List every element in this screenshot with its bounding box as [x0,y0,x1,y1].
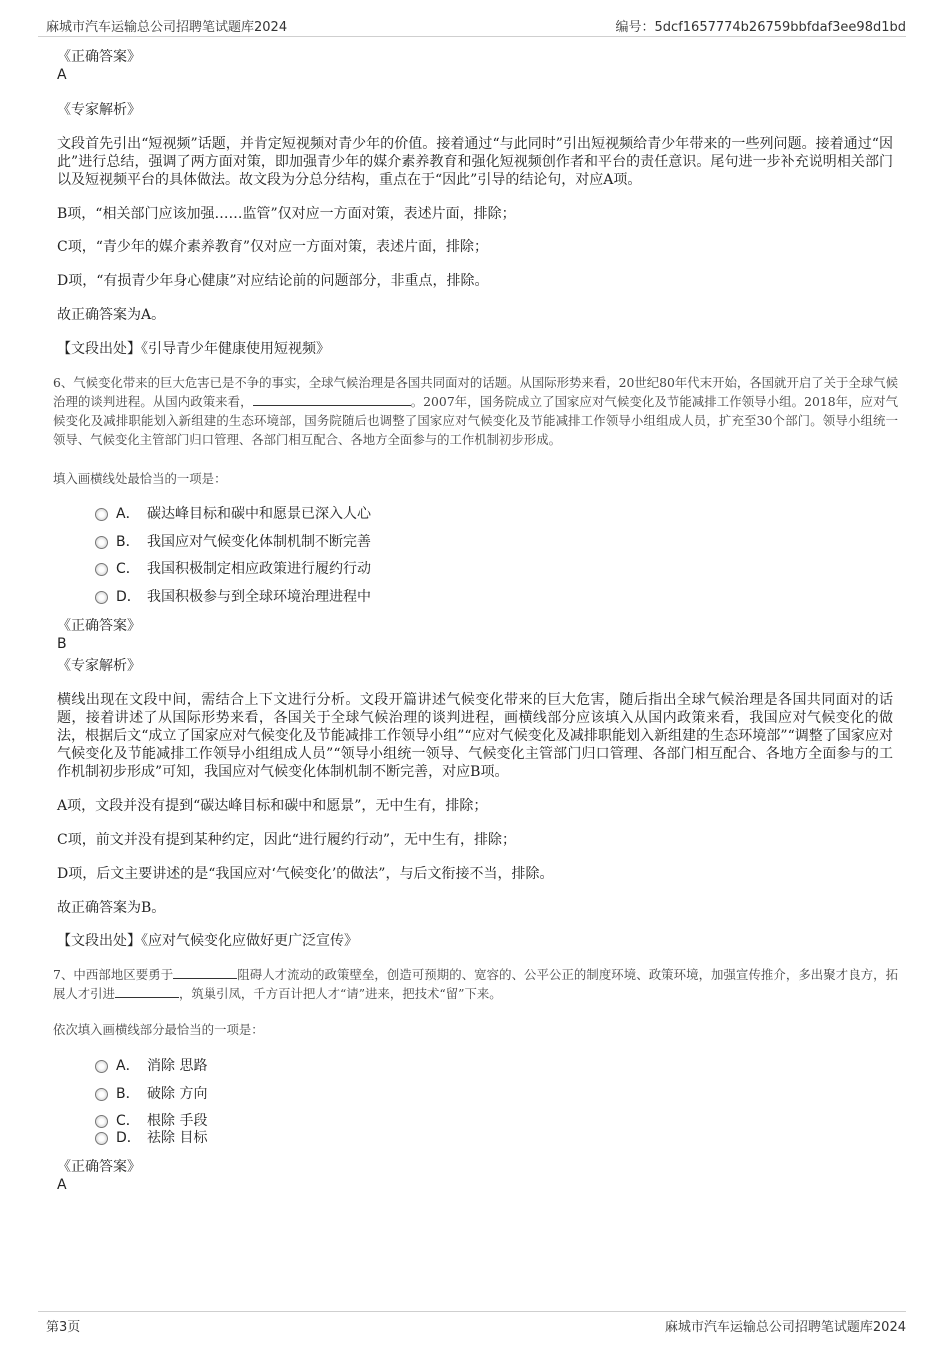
option-letter: B． [116,1086,140,1102]
option-letter: A． [116,506,140,522]
radio-icon[interactable] [95,1115,108,1128]
option-text: 破除 方向 [147,1086,208,1102]
q5-option-c-analysis: C项，“青少年的媒介素养教育”仅对应一方面对策，表述片面，排除； [57,239,489,255]
option-text: 我国应对气候变化体制机制不断完善 [147,534,371,550]
radio-icon[interactable] [95,508,108,521]
option-letter: A． [116,1058,140,1074]
q7-option-a[interactable] [95,1057,207,1075]
option-text: 根除 手段 [147,1113,208,1129]
q7-text-part1: 7、中西部地区要勇于 [53,967,174,982]
q5-conclusion: 故正确答案为A。 [57,307,166,323]
q6-answer-label: 《正确答案》 [57,618,141,634]
option-text: 碳达峰目标和碳中和愿景已深入人心 [147,506,371,522]
q7-blank-2 [115,985,179,998]
option-letter: D． [116,1130,141,1146]
page-header [38,14,906,37]
q6-answer: B [57,636,67,652]
page-number: 第3页 [46,1320,81,1335]
option-letter: C． [116,561,140,577]
q7-option-c[interactable] [95,1112,207,1130]
q7-text-part2: 阻碍人才流动的政策壁垒，创造可预期的、宽容的、公平公正的制度环境、政策环境，加强宣传推介，多出聚才良方，拓展人才引进 [53,967,899,1001]
q7-answer: A [57,1177,67,1193]
q6-prompt: 填入画横线处最恰当的一项是： [53,471,227,486]
q5-analysis-label: 《专家解析》 [57,102,141,118]
q5-source: 【文段出处】《引导青少年健康使用短视频》 [57,341,330,357]
q6-blank [253,393,411,406]
option-text: 消除 思路 [147,1058,208,1074]
option-text: 我国积极参与到全球环境治理进程中 [147,589,371,605]
q6-text-before: 6、气候变化带来的巨大危害已是不争的事实，全球气候治理是各国共同面对的话题。从国际形势来看，20世纪80年代末开始，各国就开启了关于全球气候治理的谈判进程。从国内政策来看， [53,375,898,409]
q6-text-after: 。2007年，国务院成立了国家应对气候变化及节能减排工作领导小组。2018年，应对气候变化及减排职能划入新组建的生态环境部，国务院随后也调整了国家应对气候变化及节能减排工作领导小组组成人员，扩充至30个部门。领导小组统一领导、气候变化主管部门归口管理、各部门相互配合、各地方全面参与的工作机制初步形成。 [53,394,898,447]
q6-option-d[interactable] [95,588,371,606]
q6-question [53,373,898,449]
radio-icon[interactable] [95,591,108,604]
q7-blank-1 [173,966,237,979]
q7-text-part3: ，筑巢引凤，千方百计把人才“请”进来，把技术“留”下来。 [178,986,502,1001]
q6-source: 【文段出处】《应对气候变化应做好更广泛宣传》 [57,933,358,949]
q5-answer-label: 《正确答案》 [57,49,141,65]
q7-option-d[interactable] [95,1129,207,1147]
footer-title: 麻城市汽车运输总公司招聘笔试题库2024 [664,1320,906,1335]
q7-option-b[interactable] [95,1085,207,1103]
radio-icon[interactable] [95,1132,108,1145]
option-text: 我国积极制定相应政策进行履约行动 [147,561,371,577]
q7-prompt: 依次填入画横线部分最恰当的一项是： [53,1022,264,1037]
option-letter: B． [116,534,140,550]
option-letter: C． [116,1113,140,1129]
q5-option-d-analysis: D项，“有损青少年身心健康”对应结论前的问题部分，非重点，排除。 [57,273,489,289]
radio-icon[interactable] [95,1088,108,1101]
header-code: 编号：5dcf1657774b26759bbfdaf3ee98d1bd [615,20,906,35]
q6-option-c-analysis: C项，前文并没有提到某种约定，因此“进行履约行动”，无中生有，排除； [57,832,517,848]
q6-option-a-analysis: A项，文段并没有提到“碳达峰目标和碳中和愿景”，无中生有，排除； [57,798,488,814]
q5-analysis: 文段首先引出“短视频”话题，并肯定短视频对青少年的价值。接着通过“与此同时”引出短视频给青少年带来的一些列问题。接着通过“因此”进行总结，强调了两方面对策，即加强青少年的媒介素养教育和强化短视频创作者和平台的责任意识。尾句进一步补充说明相关部门以及短视频平台的具体做法。故文段为分总分结构，重点在于“因此”引导的结论句，对应A项。 [57,136,893,188]
radio-icon[interactable] [95,563,108,576]
q6-option-c[interactable] [95,560,371,578]
option-text: 祛除 目标 [147,1130,208,1146]
q6-option-a[interactable] [95,505,371,523]
q6-analysis: 横线出现在文段中间，需结合上下文进行分析。文段开篇讲述气候变化带来的巨大危害，随后指出全球气候治理是各国共同面对的话题，接着讲述了从国际形势来看，各国关于全球气候治理的谈判进程，画横线部分应该填入从国内政策来看，我国应对气候变化的做法，根据后文“成立了国家应对气候变化及节能减排工作领导小组”“应对气候变化及减排职能划入新组建的生态环境部”“调整了国家应对气候变化及节能减排工作领导小组组成人员”“领导小组统一领导、气候变化主管部门归口管理、各部门相互配合、各地方全面参与的工作机制初步形成”可知，我国应对气候变化体制机制不断完善，对应B项。 [57,692,893,780]
radio-icon[interactable] [95,1060,108,1073]
q7-answer-label: 《正确答案》 [57,1159,141,1175]
page-footer [38,1311,906,1334]
q6-option-b[interactable] [95,533,371,551]
q6-analysis-label: 《专家解析》 [57,658,141,674]
q5-option-b-analysis: B项，“相关部门应该加强……监管”仅对应一方面对策，表述片面，排除； [57,206,516,222]
q7-question [53,965,898,1003]
q6-conclusion: 故正确答案为B。 [57,900,166,916]
header-title: 麻城市汽车运输总公司招聘笔试题库2024 [46,20,288,35]
radio-icon[interactable] [95,536,108,549]
q6-option-d-analysis: D项，后文主要讲述的是“我国应对‘气候变化’的做法”，与后文衔接不当，排除。 [57,866,554,882]
option-letter: D． [116,589,141,605]
q5-answer: A [57,67,67,83]
